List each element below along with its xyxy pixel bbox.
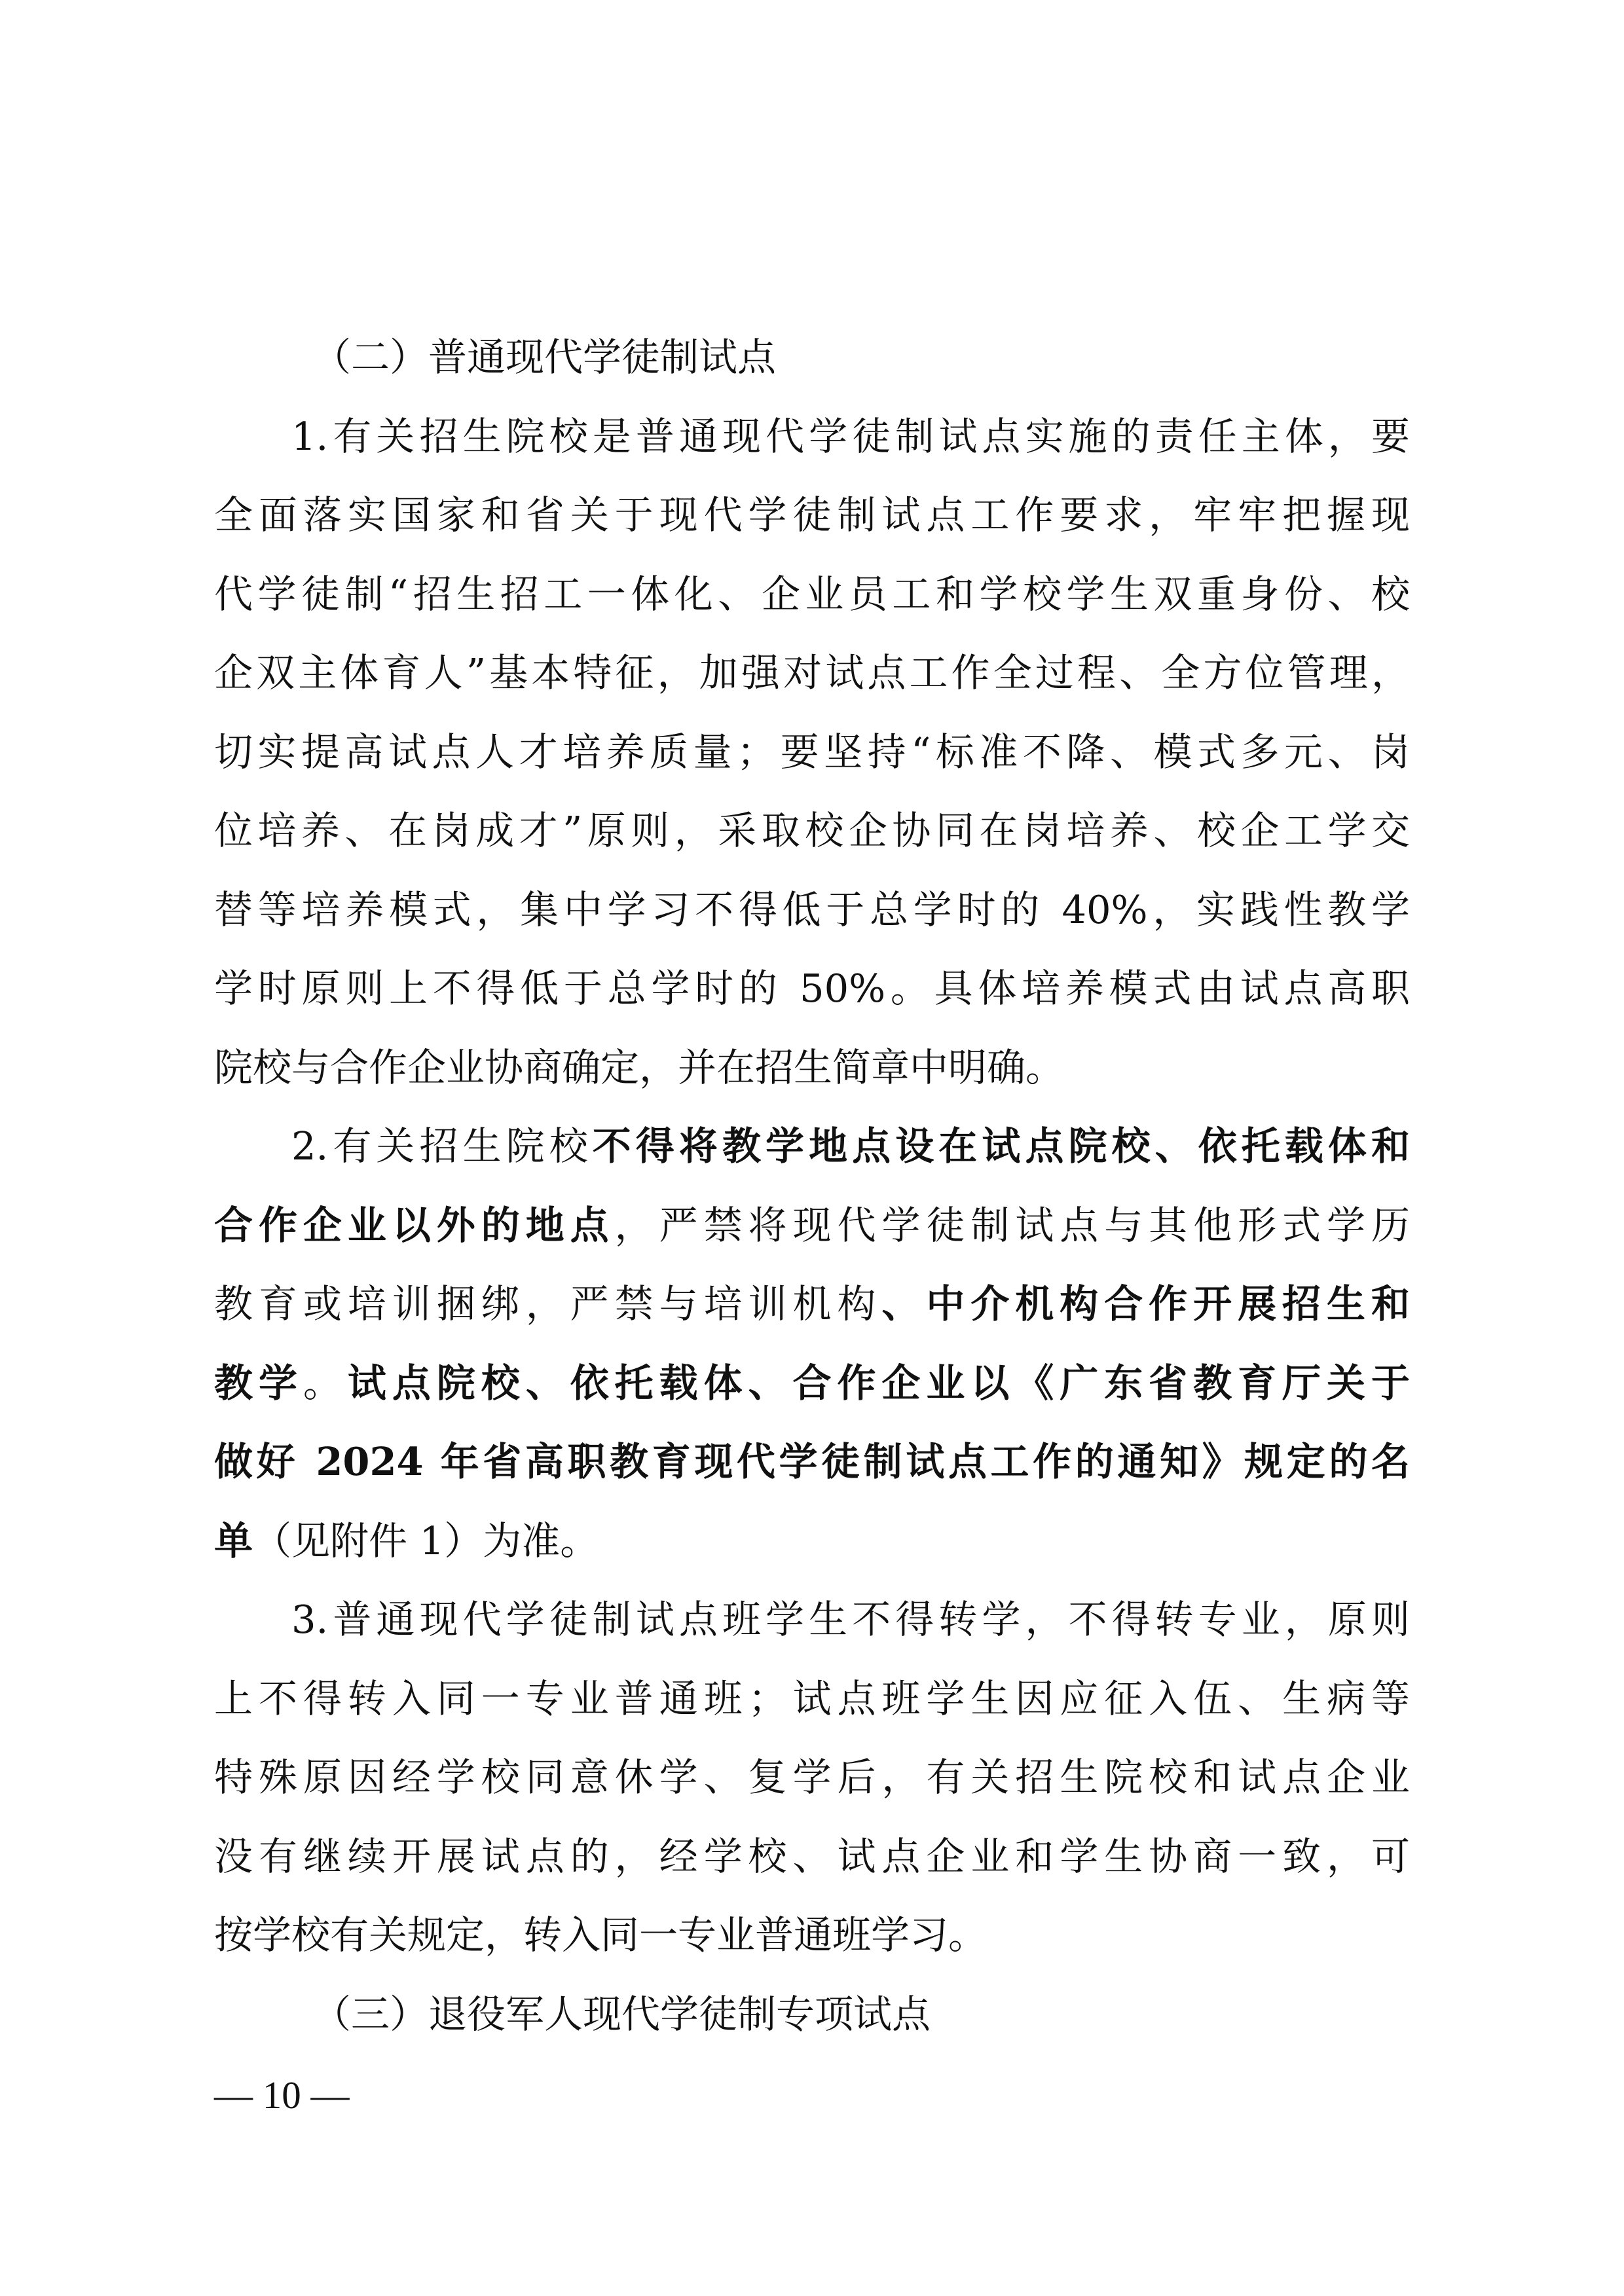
paragraph-line: 切实提高试点人才培养质量；要坚持“标准不降、模式多元、岗 xyxy=(214,729,1410,774)
paragraph-line: 没有继续开展试点的，经学校、试点企业和学生协商一致，可 xyxy=(214,1833,1410,1879)
paragraph-item-3 xyxy=(214,1580,1410,1975)
paragraph-line: 学时原则上不得低于总学时的 50%。具体培养模式由试点高职 xyxy=(214,966,1410,1011)
text-run: 。 xyxy=(303,1360,348,1406)
paragraph-line: 1.有关招生院校是普通现代学徒制试点实施的责任主体，要 xyxy=(291,413,1410,459)
text-run: ，严禁将现代学徒制试点与其他形式学历 xyxy=(614,1202,1410,1248)
paragraph-line: 企双主体育人”基本特征，加强对试点工作全过程、全方位管理， xyxy=(214,650,1410,695)
paragraph-line xyxy=(214,1502,1410,1581)
paragraph-item-1 xyxy=(214,397,1410,1108)
section-heading-3: （三）退役军人现代学徒制专项试点 xyxy=(312,1991,931,2037)
bold-text-run: 不得将教学地点设在试点院校、依托载体和 xyxy=(592,1123,1410,1169)
text-run: 2.有关招生院校 xyxy=(291,1123,593,1169)
bold-text-run: 做好 2024 年省高职教育现代学徒制试点工作的通知》规定的名 xyxy=(214,1439,1410,1484)
paragraph-line xyxy=(214,1265,1410,1344)
paragraph-line: 代学徒制“招生招工一体化、企业员工和学校学生双重身份、校 xyxy=(214,571,1410,617)
bold-text-run: 教学 xyxy=(214,1360,303,1406)
paragraph-line: 特殊原因经学校同意休学、复学后，有关招生院校和试点企业 xyxy=(214,1755,1410,1800)
paragraph-line xyxy=(214,1423,1410,1502)
paragraph-line: 位培养、在岗成才”原则，采取校企协同在岗培养、校企工学交 xyxy=(214,808,1410,853)
paragraph-line xyxy=(214,1186,1410,1266)
document-body xyxy=(214,318,1410,2054)
paragraph-line: 按学校有关规定，转入同一专业普通班学习。 xyxy=(214,1912,987,1958)
paragraph-line xyxy=(214,1107,1410,1186)
paragraph-line: 替等培养模式，集中学习不得低于总学时的 40%，实践性教学 xyxy=(214,886,1410,932)
text-run: （见附件 1）为准。 xyxy=(253,1518,599,1563)
bold-text-run: 单 xyxy=(214,1518,253,1563)
paragraph-line: 院校与合作企业协商确定，并在招生简章中明确。 xyxy=(214,1044,1065,1090)
page-number: — 10 — xyxy=(214,2073,350,2117)
bold-text-run: 合作企业以外的地点 xyxy=(214,1202,615,1248)
paragraph-line xyxy=(214,1344,1410,1423)
section-heading-2: （二）普通现代学徒制试点 xyxy=(312,335,777,380)
bold-text-run: 试点院校、依托载体、合作企业以《广东省教育厅关于 xyxy=(347,1360,1410,1406)
bold-text-run: 、中介机构合作开展招生和 xyxy=(881,1281,1410,1326)
paragraph-line: 3.普通现代学徒制试点班学生不得转学，不得转专业，原则 xyxy=(291,1597,1410,1642)
paragraph-line: 全面落实国家和省关于现代学徒制试点工作要求，牢牢把握现 xyxy=(214,492,1410,538)
paragraph-line: 上不得转入同一专业普通班；试点班学生因应征入伍、生病等 xyxy=(214,1675,1410,1721)
text-run: 教育或培训捆绑，严禁与培训机构 xyxy=(214,1281,882,1326)
paragraph-item-2 xyxy=(214,1107,1410,1580)
